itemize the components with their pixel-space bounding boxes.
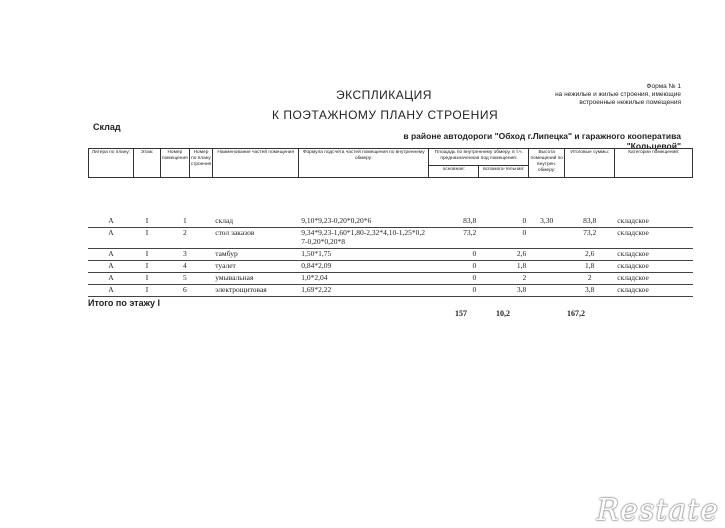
cell-height: 3,30 (529, 216, 565, 228)
cell-floor: I (134, 285, 161, 297)
cell-floor: I (134, 216, 161, 228)
cell-formula: 9,34*9,23-1,60*1,80-2,32*4,10-1,25*0,27-0,20*0,20*8 (299, 228, 429, 249)
totals-main: 157 (455, 309, 467, 318)
table-row (89, 273, 693, 285)
cell-floor: I (134, 261, 161, 273)
header-room-no: Номер помещения (161, 149, 190, 178)
cell-no: 3 (161, 249, 190, 261)
cell-name: склад (213, 216, 299, 228)
header-area: Площадь по внутреннему обмеру, в т.ч. предназначенная под помещения: (429, 149, 529, 166)
cell-no: 1 (161, 216, 190, 228)
cell-category: складское (615, 285, 693, 297)
cell-category: складское (615, 249, 693, 261)
totals-total: 167,2 (567, 309, 585, 318)
cell-category: складское (615, 228, 693, 249)
cell-no: 4 (161, 261, 190, 273)
explication-table (88, 148, 693, 297)
cell-aux: 3,8 (479, 285, 529, 297)
cell-litera: А (89, 216, 134, 228)
cell-name: электрощитовая (213, 285, 299, 297)
header-height: Высота помещений по внутрен. обмеру: (529, 149, 565, 178)
table-row (89, 216, 693, 228)
cell-aux: 0 (479, 228, 529, 249)
cell-floor: I (134, 228, 161, 249)
cell-total: 2,6 (565, 249, 615, 261)
cell-main: 0 (429, 261, 479, 273)
cell-litera: А (89, 228, 134, 249)
location-line-1: в районе автодороги "Обход г.Липецка" и гаражного кооператива (403, 131, 681, 141)
cell-name: умывальная (213, 273, 299, 285)
header-part-no: Номер по плану строения (189, 149, 213, 178)
cell-formula: 1,0*2,04 (299, 273, 429, 285)
table-row (89, 249, 693, 261)
header-total: Итоговые суммы: (565, 149, 615, 178)
document-subtitle: К ПОЭТАЖНОМУ ПЛАНУ СТРОЕНИЯ (272, 108, 499, 122)
cell-name: стол заказов (213, 228, 299, 249)
location-line-2: "Кольцевой" (626, 141, 681, 151)
cell-height (529, 228, 565, 249)
cell-name: туалет (213, 261, 299, 273)
cell-category: складское (615, 261, 693, 273)
cell-height (529, 273, 565, 285)
cell-litera: А (89, 273, 134, 285)
cell-main: 83,8 (429, 216, 479, 228)
table-row (89, 285, 693, 297)
cell-total: 2 (565, 273, 615, 285)
cell-aux: 2,6 (479, 249, 529, 261)
cell-name: тамбур (213, 249, 299, 261)
cell-formula: 1,50*1,75 (299, 249, 429, 261)
cell-total: 83,8 (565, 216, 615, 228)
form-line-2: на нежилые и жилые строения, имеющие (555, 91, 681, 98)
cell-no: 5 (161, 273, 190, 285)
cell-height (529, 261, 565, 273)
cell-aux: 2 (479, 273, 529, 285)
form-line-3: встроенные нежилые помещения (579, 99, 681, 106)
cell-floor: I (134, 273, 161, 285)
form-note (555, 83, 681, 107)
cell-height (529, 285, 565, 297)
cell-litera: А (89, 261, 134, 273)
cell-aux: 1,8 (479, 261, 529, 273)
header-part-name: Наименование частей помещения (213, 149, 299, 178)
cell-floor: I (134, 249, 161, 261)
cell-total: 1,8 (565, 261, 615, 273)
header-litera: Литера по плану: (89, 149, 134, 178)
header-category: Категории помещений: (615, 149, 693, 178)
cell-main: 0 (429, 273, 479, 285)
table-row (89, 261, 693, 273)
cell-category: складское (615, 273, 693, 285)
cell-aux: 0 (479, 216, 529, 228)
cell-main: 73,2 (429, 228, 479, 249)
form-number: Форма № 1 (646, 83, 681, 90)
cell-main: 0 (429, 285, 479, 297)
cell-total: 3,8 (565, 285, 615, 297)
cell-formula: 9,10*9,23-0,20*0,20*6 (299, 216, 429, 228)
totals-aux: 10,2 (496, 309, 510, 318)
header-main: основная: (429, 166, 479, 178)
watermark-logo: Restate (596, 493, 719, 528)
cell-litera: А (89, 249, 134, 261)
cell-no: 6 (161, 285, 190, 297)
totals-label: Итого по этажу I (88, 298, 160, 308)
document-title: ЭКСПЛИКАЦИЯ (336, 88, 432, 102)
cell-formula: 1,69*2,22 (299, 285, 429, 297)
header-aux: вспомога-тельная: (479, 166, 529, 178)
cell-litera: А (89, 285, 134, 297)
cell-height (529, 249, 565, 261)
object-name: Склад (93, 122, 121, 132)
table-row (89, 228, 693, 249)
cell-main: 0 (429, 249, 479, 261)
cell-no: 2 (161, 228, 190, 249)
cell-formula: 0,84*2,09 (299, 261, 429, 273)
cell-category: складское (615, 216, 693, 228)
header-formula: Формула подсчета частей помещения по внутреннему обмеру: (299, 149, 429, 178)
header-floor: Этаж: (134, 149, 161, 178)
cell-total: 73,2 (565, 228, 615, 249)
